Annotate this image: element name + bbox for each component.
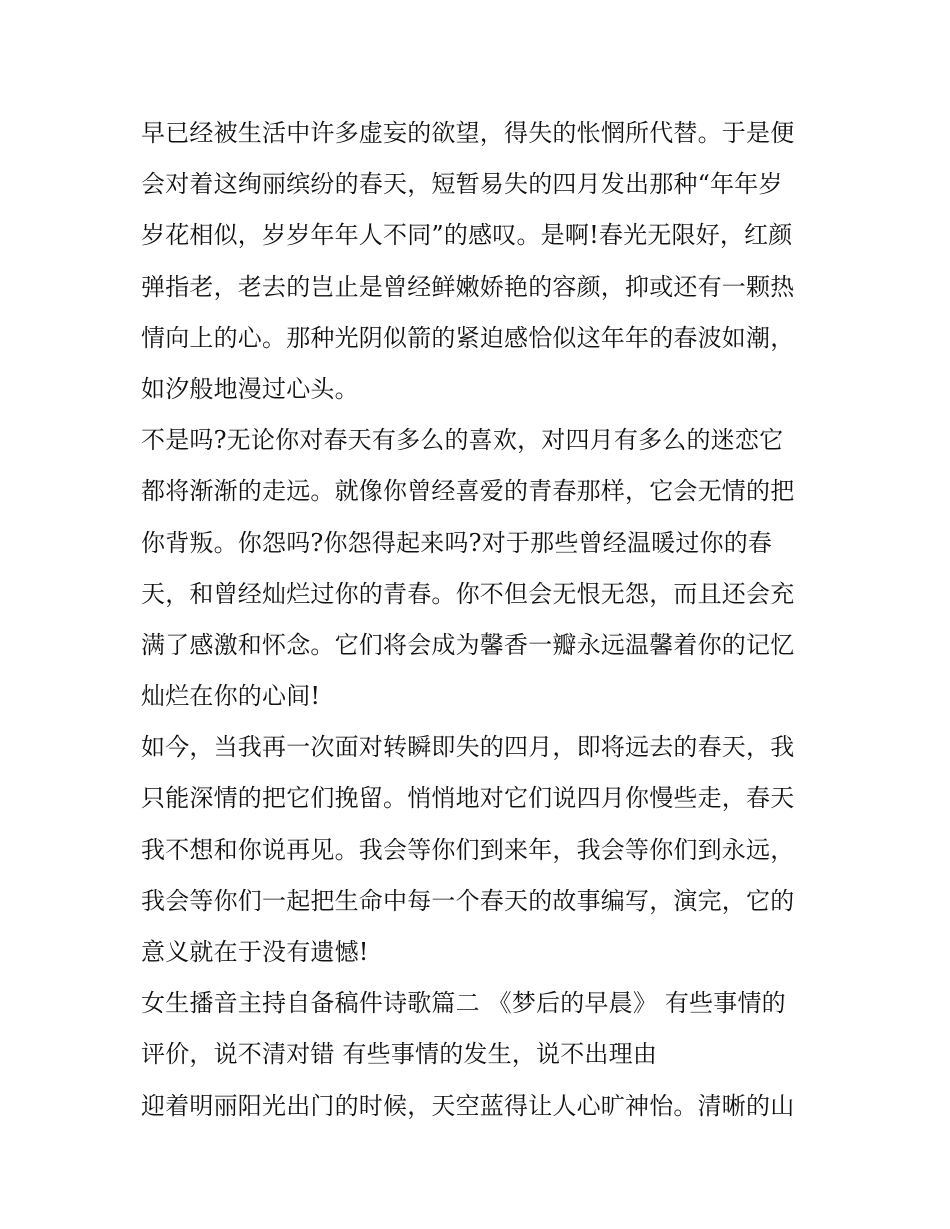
text-line: 天，和曾经灿烂过你的青春。你不但会无恨无怨，而且还会充 (141, 579, 795, 608)
text-line: 如今，当我再一次面对转瞬即失的四月，即将远去的春天，我 (141, 733, 795, 762)
text-line: 都将渐渐的走远。就像你曾经喜爱的青春那样，它会无情的把 (141, 477, 795, 506)
text-line: 评价，说不清对错 有些事情的发生，说不出理由 (141, 1040, 658, 1069)
text-line: 会对着这绚丽缤纷的春天，短暂易失的四月发出那种“年年岁 (141, 170, 783, 199)
text-line: 如汐般地漫过心头。 (141, 374, 359, 403)
text-line: 不是吗?无论你对春天有多么的喜欢，对四月有多么的迷恋它 (141, 426, 784, 455)
text-line: 女生播音主持自备稿件诗歌篇二 《梦后的早晨》 有些事情的 (141, 989, 786, 1018)
document-body (141, 108, 821, 1132)
text-line: 我不想和你说再见。我会等你们到来年，我会等你们到永远， (141, 835, 795, 864)
text-line: 我会等你们一起把生命中每一个春天的故事编写，演完，它的 (141, 886, 795, 915)
text-line: 弹指老，老去的岂止是曾经鲜嫩娇艳的容颜，抑或还有一颗热 (141, 272, 795, 301)
text-line: 满了感激和怀念。它们将会成为馨香一瓣永远温馨着你的记忆 (141, 630, 795, 659)
text-line: 灿烂在你的心间! (141, 682, 321, 711)
text-line: 迎着明丽阳光出门的时候，天空蓝得让人心旷神怡。清晰的山 (141, 1091, 795, 1120)
text-line: 早已经被生活中许多虚妄的欲望，得失的怅惘所代替。于是便 (141, 119, 795, 147)
text-line: 你背叛。你怨吗?你怨得起来吗?对于那些曾经温暖过你的春 (141, 528, 773, 557)
text-line: 只能深情的把它们挽留。悄悄地对它们说四月你慢些走，春天 (141, 784, 795, 813)
text-line: 意义就在于没有遗憾! (141, 938, 369, 966)
text-line: 岁花相似，岁岁年年人不同”的感叹。是啊!春光无限好，红颜 (141, 221, 793, 250)
text-line: 情向上的心。那种光阴似箭的紧迫感恰似这年年的春波如潮， (141, 323, 795, 352)
